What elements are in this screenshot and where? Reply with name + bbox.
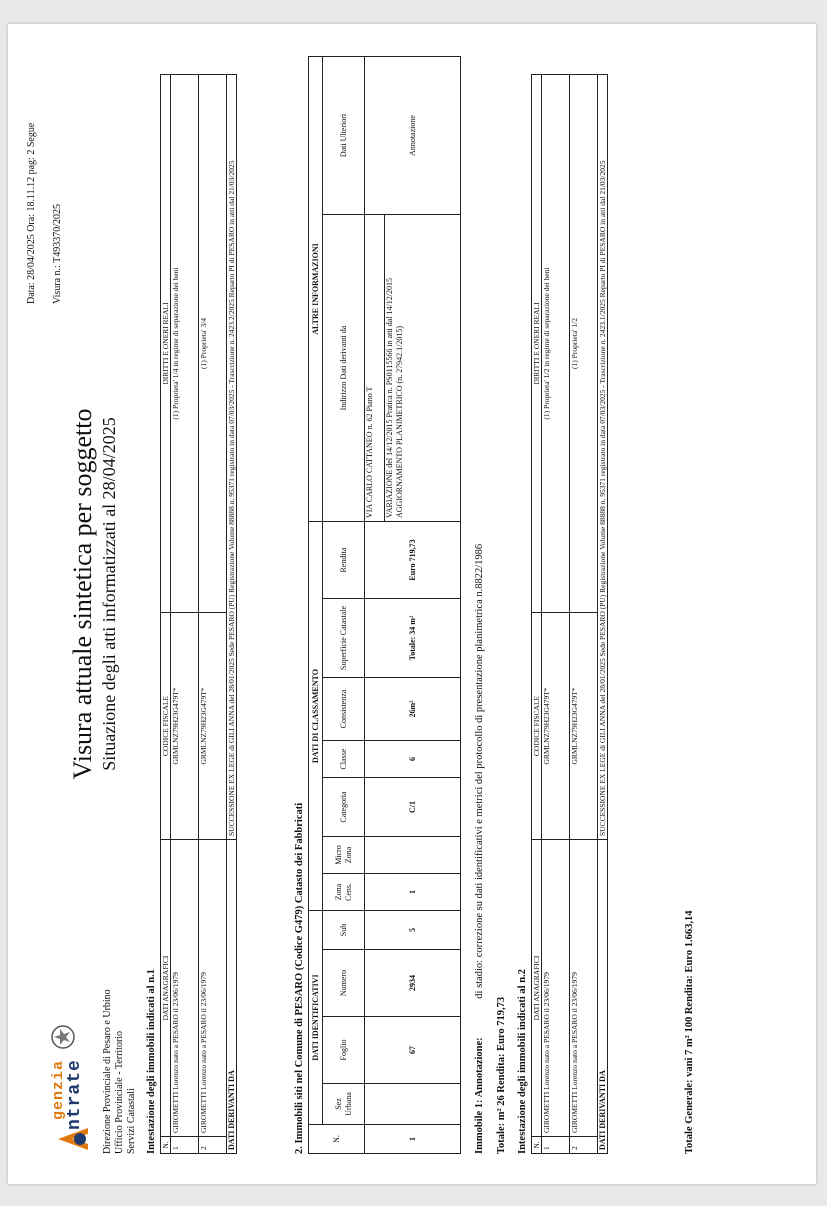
- totale-immobile: Totale: m² 26 Rendita: Euro 719,73: [496, 996, 507, 1154]
- office-block: [102, 894, 138, 1154]
- office-line: Ufficio Provinciale - Territorio: [114, 1030, 125, 1154]
- col-codice-fiscale: CODICE FISCALE: [161, 613, 171, 840]
- derivanti-text: SUCCESSIONE EX LEGE di GILI ANNA del 28/01/2025 Sede PESARO (PU) Registrazione Volume 88888 n. 95371 registrato in data 07/03/2025 - Trascrizione n. 2423.1/2025 Reparto PI di PESARO in atti dal 21/03/2025: [598, 75, 608, 840]
- annotazione-line: [474, 64, 485, 1154]
- col-rendita: Rendita: [323, 522, 365, 599]
- cell-ulteriori: Annotazione: [365, 57, 461, 215]
- row-anagrafici: GIROMETTI Lorenzo nato a PESARO il 23/06/1979: [542, 840, 570, 1137]
- row-number: 2: [570, 1137, 598, 1154]
- section2-table: [308, 56, 461, 1154]
- office-line: Servizi Catastali: [126, 1088, 137, 1154]
- group-dati-classamento: DATI DI CLASSAMENTO: [309, 522, 323, 911]
- annotazione-text: di stadio: correzione su dati identificativi e metrici del protocollo di presentazione planimetrica n.8822/1986: [474, 543, 485, 999]
- col-diritti: DIRITTI E ONERI REALI: [532, 75, 542, 613]
- row-diritti: (1) Proprieta' 1/2: [570, 75, 598, 613]
- col-n: N.: [309, 1125, 365, 1154]
- section3-table: [531, 74, 608, 1154]
- row-anagrafici: GIROMETTI Lorenzo nato a PESARO il 23/06/1979: [199, 840, 227, 1137]
- table-row: [171, 75, 199, 1154]
- cell-numero: 2934: [365, 950, 461, 1017]
- rotated-content: [8, 24, 816, 1184]
- col-n: N.: [161, 1137, 171, 1154]
- table-row: [598, 75, 608, 1154]
- table-row: [570, 75, 598, 1154]
- col-sub: Sub: [323, 911, 365, 950]
- col-micro-zona: Micro Zona: [323, 837, 365, 874]
- section1-table: [160, 74, 237, 1154]
- section1-heading: Intestazione degli immobili indicati al n.1: [146, 969, 157, 1154]
- cell-classe: 6: [365, 741, 461, 778]
- group-altre-informazioni: ALTRE INFORMAZIONI: [309, 57, 323, 522]
- table-row: [365, 57, 385, 1154]
- row-number: 1: [542, 1137, 570, 1154]
- cell-sub: 5: [365, 911, 461, 950]
- row-diritti: (1) Proprieta' 1/2 in regime di separazione dei beni: [542, 75, 570, 613]
- derivanti-label: DATI DERIVANTI DA: [598, 840, 608, 1154]
- col-sez-urbana: Sez Urbana: [323, 1084, 365, 1125]
- table-row: [227, 75, 237, 1154]
- col-numero: Numero: [323, 950, 365, 1017]
- cell-zona: 1: [365, 874, 461, 911]
- row-codice-fiscale: GRMLNZ79H23G479T*: [570, 613, 598, 840]
- republic-emblem-icon: [50, 1024, 76, 1050]
- derivanti-label: DATI DERIVANTI DA: [227, 840, 237, 1154]
- cell-consistenza: 26m²: [365, 678, 461, 741]
- row-diritti: (1) Proprieta' 1/4 in regime di separazione dei beni: [171, 75, 199, 613]
- office-line: Direzione Provinciale di Pesaro e Urbino: [102, 989, 113, 1154]
- cell-n: 1: [365, 1125, 461, 1154]
- col-indirizzo: Indirizzo Dati derivanti da: [323, 215, 365, 522]
- section3-heading: Intestazione degli immobili indicati al n.2: [517, 969, 528, 1154]
- col-dati-ulteriori: Dati Ulteriori: [323, 57, 365, 215]
- annotazione-label: Immobile 1: Annotazione:: [474, 1037, 485, 1154]
- col-consistenza: Consistenza: [323, 678, 365, 741]
- document-page: [8, 24, 816, 1184]
- cell-foglio: 67: [365, 1017, 461, 1084]
- page-subtitle: Situazione degli atti informatizzati al 28/04/2025: [99, 417, 119, 771]
- cell-indirizzo: VIA CARLO CATTANEO n. 62 Piano T: [365, 215, 385, 522]
- col-codice-fiscale: CODICE FISCALE: [532, 613, 542, 840]
- row-anagrafici: GIROMETTI Lorenzo nato a PESARO il 23/06/1979: [570, 840, 598, 1137]
- col-dati-anagrafici: DATI ANAGRAFICI: [161, 840, 171, 1137]
- row-number: 1: [171, 1137, 199, 1154]
- visura-number: Visura n.: T493370/2025: [52, 203, 63, 304]
- logo-word-2: ntrate: [65, 1059, 85, 1130]
- row-codice-fiscale: GRMLNZ79H23G479T*: [171, 613, 199, 840]
- page-title: Visura attuale sintetica per soggetto: [68, 408, 97, 780]
- logo-word-1: genzia: [50, 1059, 67, 1120]
- table-row: [542, 75, 570, 1154]
- col-diritti: DIRITTI E ONERI REALI: [161, 75, 171, 613]
- group-dati-identificativi: DATI IDENTIFICATIVI: [309, 911, 323, 1125]
- totale-generale: Totale Generale: vani 7 m² 100 Rendita: Euro 1.663,14: [684, 910, 695, 1154]
- cell-categoria: C/1: [365, 778, 461, 837]
- row-codice-fiscale: GRMLNZ79H23G479T*: [542, 613, 570, 840]
- section2-heading: 2. Immobili siti nel Comune di PESARO (Codice G479) Catasto dei Fabbricati: [294, 802, 305, 1154]
- agenzia-entrate-logo: [48, 1034, 92, 1154]
- col-categoria: Categoria: [323, 778, 365, 837]
- date-block: [26, 44, 64, 304]
- cell-superficie: Totale: 34 m²: [365, 599, 461, 678]
- col-zona-cens: Zona Cens.: [323, 874, 365, 911]
- derivanti-text: SUCCESSIONE EX LEGE di GILI ANNA del 28/01/2025 Sede PESARO (PU) Registrazione Volume 88888 n. 95371 registrato in data 07/03/2025 - Trascrizione n. 2423.2/2025 Reparto PI di PESARO in atti dal 21/03/2025: [227, 75, 237, 840]
- table-row: [199, 75, 227, 1154]
- date-line: Data: 28/04/2025 Ora: 18.11.12 pag: 2 Segue: [26, 122, 37, 304]
- cell-derivanti: VARIAZIONE del 14/12/2015 Pratica n. PS0115566 in atti dal 14/12/2015 AGGIORNAMENTO PLANIMETRICO (n. 27942.1/2015): [385, 215, 461, 522]
- row-diritti: (1) Proprieta' 3/4: [199, 75, 227, 613]
- col-superficie: Superficie Catastale: [323, 599, 365, 678]
- col-dati-anagrafici: DATI ANAGRAFICI: [532, 840, 542, 1137]
- cell-sez: [365, 1084, 461, 1125]
- cell-micro: [365, 837, 461, 874]
- col-foglio: Foglio: [323, 1017, 365, 1084]
- row-number: 2: [199, 1137, 227, 1154]
- row-codice-fiscale: GRMLNZ79H23G479T*: [199, 613, 227, 840]
- cell-rendita: Euro 719,73: [365, 522, 461, 599]
- row-anagrafici: GIROMETTI Lorenzo nato a PESARO il 23/06/1979: [171, 840, 199, 1137]
- title-block: [68, 334, 120, 854]
- col-classe: Classe: [323, 741, 365, 778]
- col-n: N.: [532, 1137, 542, 1154]
